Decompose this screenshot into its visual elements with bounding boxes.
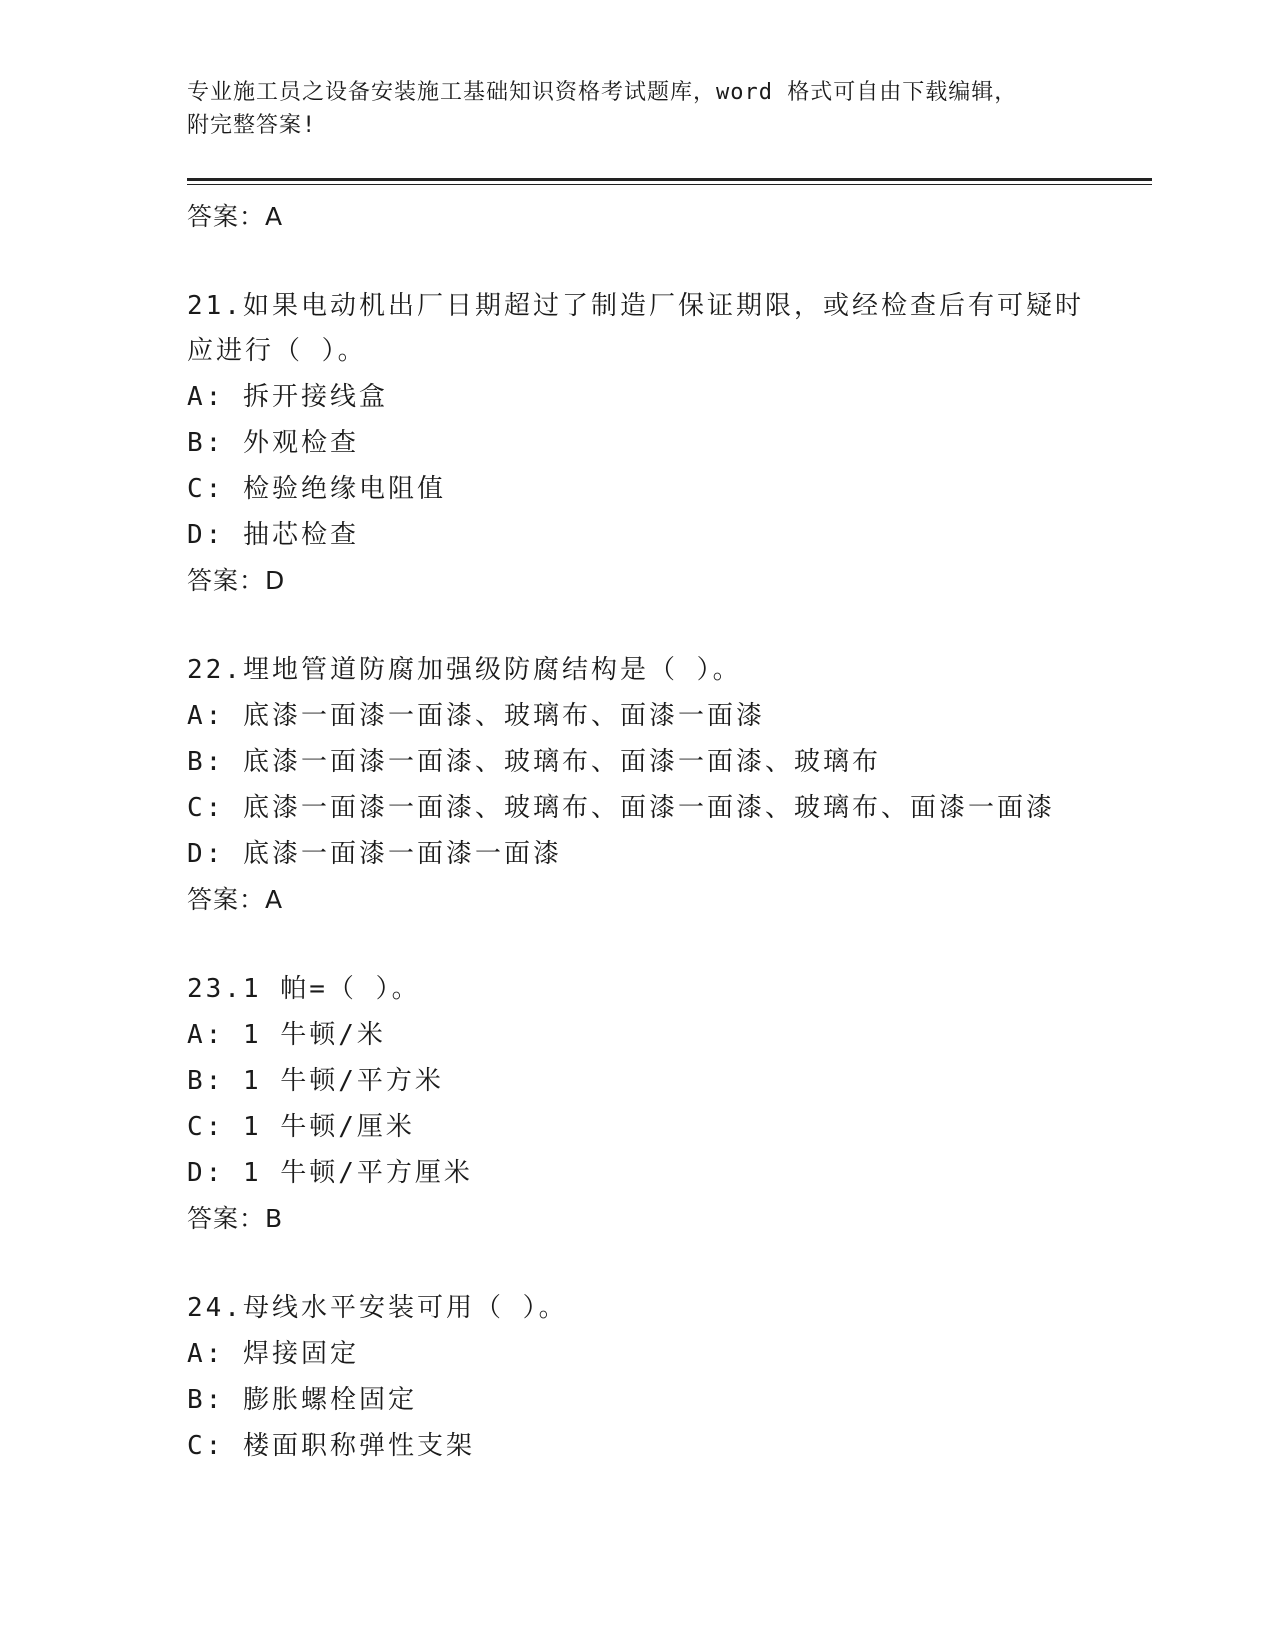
question-stem-line: 应进行（ ）。: [187, 336, 367, 366]
document-header: [187, 76, 1067, 142]
option-c: C: 检验绝缘电阻值: [187, 474, 446, 504]
question-block-22: [187, 648, 1152, 923]
option-d: D: 底漆一面漆一面漆一面漆: [187, 839, 562, 869]
question-stem: [187, 284, 1152, 374]
option-a: A: 底漆一面漆一面漆、玻璃布、面漆一面漆: [187, 701, 765, 731]
option-a: A: 焊接固定: [187, 1339, 359, 1369]
answer-line: 答案：B: [187, 1204, 284, 1233]
option-b: B: 1 牛顿/平方米: [187, 1066, 444, 1096]
option-b: B: 底漆一面漆一面漆、玻璃布、面漆一面漆、玻璃布: [187, 747, 881, 777]
option-a: A: 1 牛顿/米: [187, 1020, 386, 1050]
header-line-2: 附完整答案!: [187, 113, 317, 138]
option-d: D: 抽芯检查: [187, 520, 359, 550]
question-stem: 24.母线水平安装可用（ ）。: [187, 1293, 568, 1323]
option-b: B: 外观检查: [187, 428, 359, 458]
question-block-23: [187, 967, 1152, 1242]
question-stem-line: 21.如果电动机出厂日期超过了制造厂保证期限，或经检查后有可疑时: [187, 291, 1084, 321]
option-c: C: 底漆一面漆一面漆、玻璃布、面漆一面漆、玻璃布、面漆一面漆: [187, 793, 1055, 823]
answer-line: 答案：A: [187, 202, 284, 231]
question-block-21: [187, 284, 1152, 604]
option-b: B: 膨胀螺栓固定: [187, 1385, 417, 1415]
option-a: A: 拆开接线盒: [187, 382, 388, 412]
header-line-1: 专业施工员之设备安装施工基础知识资格考试题库，word 格式可自由下载编辑，: [187, 80, 1018, 105]
answer-line: 答案：D: [187, 566, 286, 595]
question-stem: 23.1 帕=（ ）。: [187, 974, 421, 1004]
option-c: C: 楼面职称弹性支架: [187, 1431, 475, 1461]
question-stem: 22.埋地管道防腐加强级防腐结构是（ ）。: [187, 655, 742, 685]
option-d: D: 1 牛顿/平方厘米: [187, 1158, 473, 1188]
header-divider-thick: [187, 178, 1152, 181]
header-divider-thin: [187, 184, 1152, 185]
question-block-24: [187, 1286, 1152, 1469]
answer-line: 答案：A: [187, 885, 284, 914]
option-c: C: 1 牛顿/厘米: [187, 1112, 415, 1142]
document-body: [187, 194, 1152, 1469]
